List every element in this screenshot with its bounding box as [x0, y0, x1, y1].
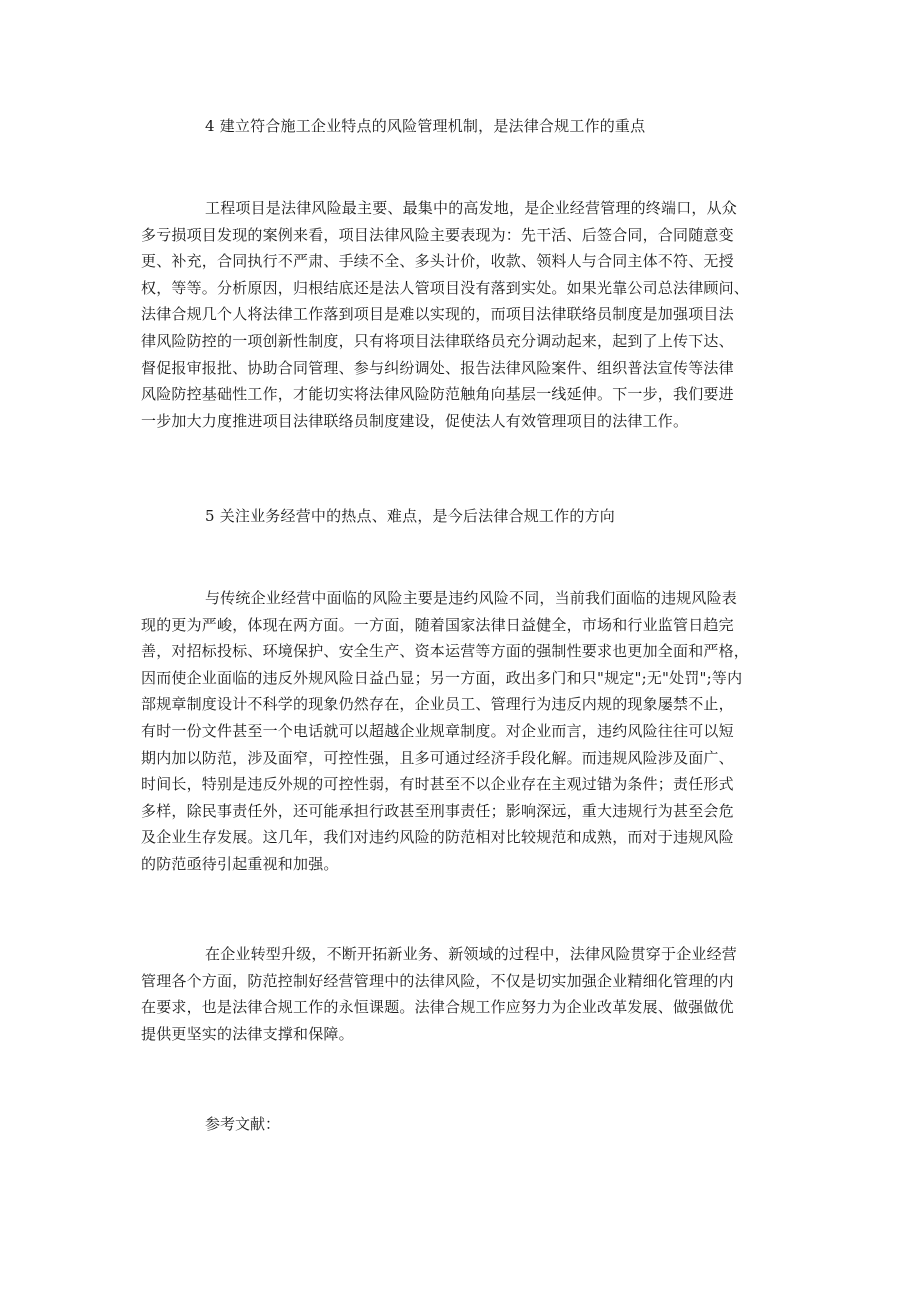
- paragraph-line: 与传统企业经营中面临的风险主要是违约风险不同，当前我们面临的违规风险表: [205, 589, 738, 607]
- paragraph-line: 权，等等。分析原因，归根结底还是法人管项目没有落到实处。如果光靠公司总法律顾问、: [141, 278, 750, 297]
- paragraph-line: 的防范亟待引起重视和加强。: [141, 854, 339, 873]
- paragraph-line: 多亏损项目发现的案例来看，项目法律风险主要表现为：先干活、后签合同，合同随意变: [141, 225, 734, 244]
- paragraph-line: 期内加以防范，涉及面窄，可控性强，且多可通过经济手段化解。而违规风险涉及面广、: [141, 748, 734, 767]
- section-5-paragraph-2: [141, 941, 781, 1047]
- paragraph-line: 管理各个方面，防范控制好经营管理中的法律风险，不仅是切实加强企业精细化管理的内: [141, 971, 734, 990]
- paragraph-line: 在要求，也是法律合规工作的永恒课题。法律合规工作应努力为企业改革发展、做强做优: [141, 998, 734, 1017]
- paragraph-line: 现的更为严峻，体现在两方面。一方面，随着国家法律日益健全，市场和行业监管日趋完: [141, 615, 734, 634]
- paragraph-line: 因而使企业面临的违反外规风险日益凸显；另一方面，政出多门和只"规定";无"处罚";等内: [141, 668, 743, 687]
- paragraph-line: 及企业生存发展。这几年，我们对违约风险的防范相对比较规范和成熟，而对于违规风险: [141, 828, 734, 847]
- section-4-paragraph: [141, 195, 781, 434]
- paragraph-line: 一步加大力度推进项目法律联络员制度建设，促使法人有效管理项目的法律工作。: [141, 411, 689, 430]
- paragraph-line: 在企业转型升级，不断开拓新业务、新领域的过程中，法律风险贯穿于企业经营: [205, 945, 738, 963]
- references-label: 参考文献：: [205, 1115, 281, 1133]
- paragraph-line: 律风险防控的一项创新性制度，只有将项目法律联络员充分调动起来，起到了上传下达、: [141, 331, 734, 350]
- paragraph-line: 有时一份文件甚至一个电话就可以超越企业规章制度。对企业而言，违约风险往往可以短: [141, 721, 734, 740]
- paragraph-line: 风险防控基础性工作，才能切实将法律风险防范触角向基层一线延伸。下一步，我们要进: [141, 385, 734, 404]
- paragraph-line: 部规章制度设计不科学的现象仍然存在，企业员工、管理行为违反内规的现象屡禁不止，: [141, 695, 734, 714]
- paragraph-line: 督促报审报批、协助合同管理、参与纠纷调处、报告法律风险案件、组织普法宣传等法律: [141, 358, 734, 377]
- paragraph-line: 多样，除民事责任外，还可能承担行政甚至刑事责任；影响深远，重大违规行为甚至会危: [141, 801, 734, 820]
- paragraph-line: 更、补充，合同执行不严肃、手续不全、多头计价，收款、领料人与合同主体不符、无授: [141, 252, 734, 271]
- section-5-heading: 5 关注业务经营中的热点、难点，是今后法律合规工作的方向: [205, 507, 615, 525]
- paragraph-line: 法律合规几个人将法律工作落到项目是难以实现的，而项目法律联络员制度是加强项目法: [141, 305, 734, 324]
- paragraph-line: 提供更坚实的法律支撑和保障。: [141, 1024, 354, 1043]
- paragraph-line: 工程项目是法律风险最主要、最集中的高发地，是企业经营管理的终端口，从众: [205, 199, 738, 217]
- paragraph-line: 时间长，特别是违反外规的可控性弱，有时甚至不以企业存在主观过错为条件；责任形式: [141, 775, 734, 794]
- section-5-paragraph-1: [141, 585, 781, 878]
- section-4-heading: 4 建立符合施工企业特点的风险管理机制，是法律合规工作的重点: [205, 117, 646, 135]
- paragraph-line: 善，对招标投标、环境保护、安全生产、资本运营等方面的强制性要求也更加全面和严格，: [141, 642, 750, 661]
